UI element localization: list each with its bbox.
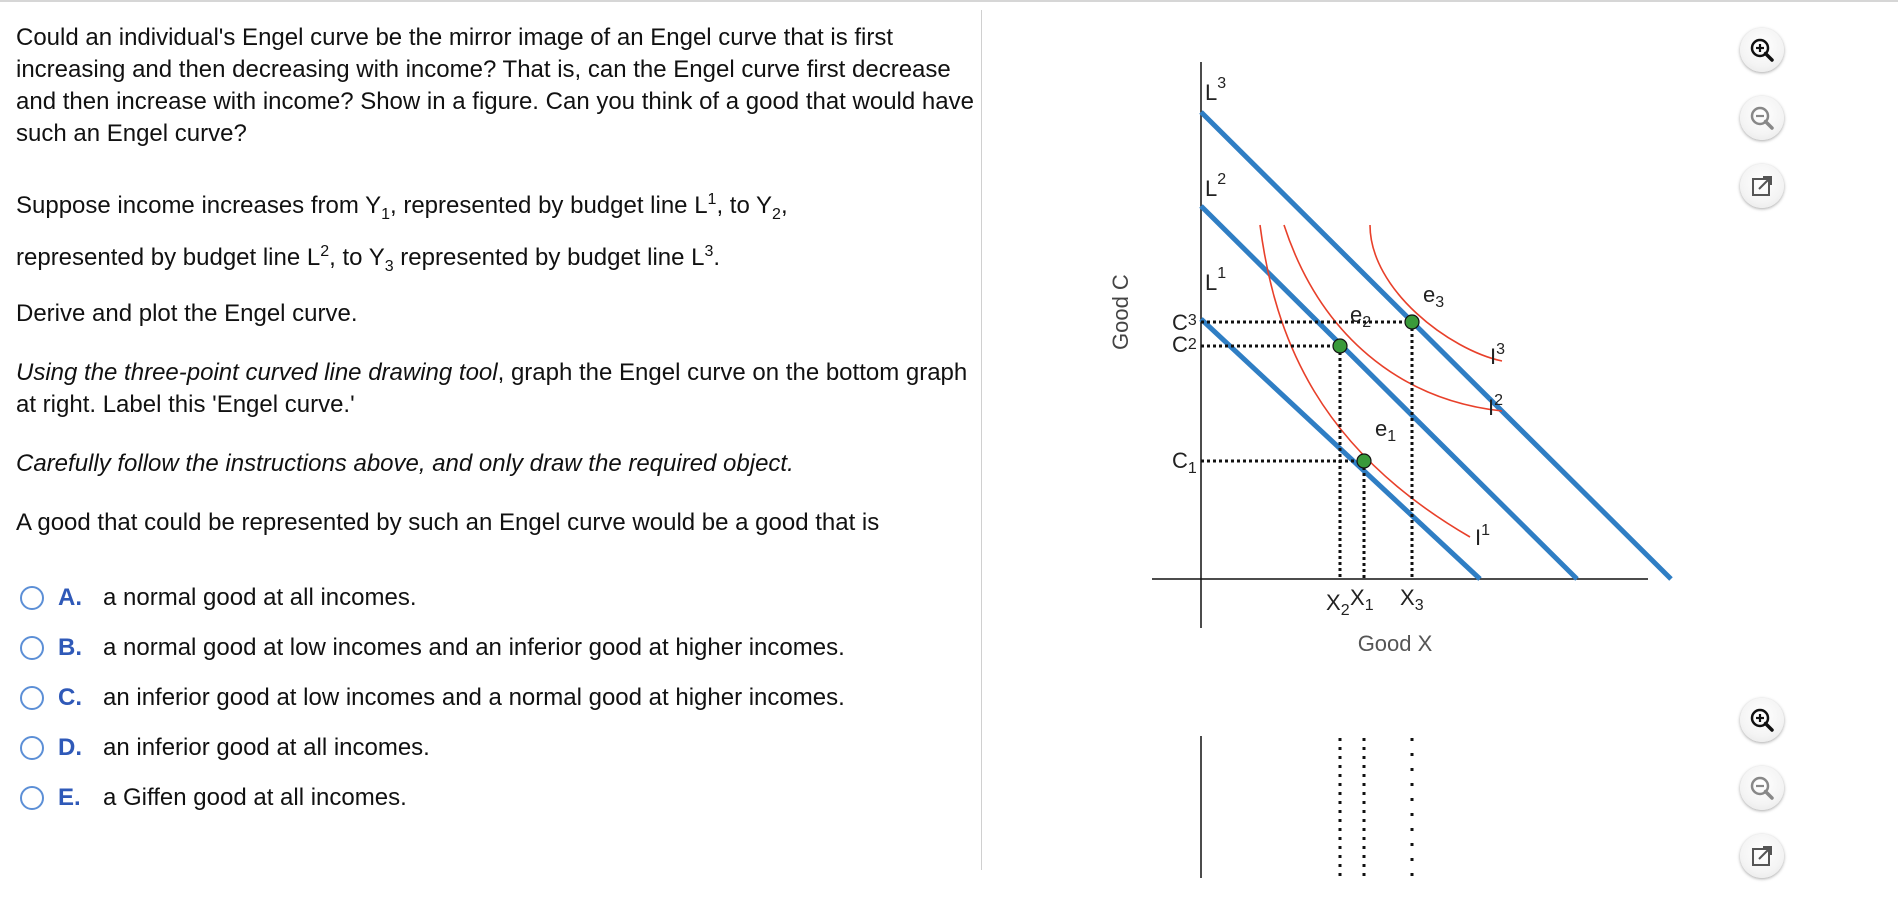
point-e2 xyxy=(1333,339,1347,353)
choice-letter: A. xyxy=(58,584,82,611)
derive-instruction: Derive and plot the Engel curve. xyxy=(16,300,358,327)
popout-icon xyxy=(1749,843,1775,869)
choice-label: an inferior good at low incomes and a normal good at higher incomes. xyxy=(103,684,845,711)
choice-label: a Giffen good at all incomes. xyxy=(103,784,407,811)
radio-button[interactable] xyxy=(20,736,44,760)
choice-letter: B. xyxy=(58,634,82,661)
point-e1 xyxy=(1357,454,1371,468)
top-graph-tools xyxy=(1740,28,1800,232)
choice-a[interactable] xyxy=(16,573,976,623)
point-e3 xyxy=(1405,315,1419,329)
choice-e[interactable] xyxy=(16,773,976,823)
x-label-2: $X_2$ xyxy=(1326,590,1350,619)
e-label-1: $e_1$ xyxy=(1375,416,1397,445)
zoom-out-button[interactable] xyxy=(1740,766,1784,810)
c-label-1: $C_1$ xyxy=(1172,448,1197,477)
e-label-2: $e_2$ xyxy=(1350,302,1372,331)
x-label-3: $X_3$ xyxy=(1400,585,1424,614)
question-text: Could an individual's Engel curve be the mirror image of an Engel curve that is first increasing and then decreasing with income? That is, can the Engel curve first decrease and then increase with income? Show in a figure. Can you think of a good that would have such an Engel curve? xyxy=(16,24,974,147)
question-panel xyxy=(16,22,976,823)
engel-curve-graph[interactable] xyxy=(1100,728,1680,878)
zoom-out-icon xyxy=(1748,104,1776,132)
c-label-3: $C^3$ xyxy=(1172,310,1197,335)
zoom-out-icon xyxy=(1748,774,1776,802)
choice-label: a normal good at all incomes. xyxy=(103,584,417,611)
choice-letter: D. xyxy=(58,734,82,761)
bottom-graph-tools xyxy=(1740,698,1800,902)
x-label-1: $X_1$ xyxy=(1350,585,1374,614)
choice-letter: C. xyxy=(58,684,82,711)
budget-line-l2 xyxy=(1201,206,1577,579)
c-label-2: C2 xyxy=(1172,332,1197,357)
income-scenario: Suppose income increases from $Y_1$, represented by budget line $L^1$, to $Y_2$, represented by budget line $L^2$, to $Y_3$ represented by budget line $L^3$. xyxy=(16,191,788,275)
radio-button[interactable] xyxy=(20,586,44,610)
popout-icon xyxy=(1749,173,1775,199)
zoom-out-button[interactable] xyxy=(1740,96,1784,140)
budget-label-l3: $L^3$ xyxy=(1205,75,1227,105)
zoom-in-button[interactable] xyxy=(1740,28,1784,72)
answer-prompt: A good that could be represented by such an Engel curve would be a good that is xyxy=(16,509,880,536)
choice-label: an inferior good at all incomes. xyxy=(103,734,430,761)
choice-label: a normal good at low incomes and an inferior good at higher incomes. xyxy=(103,634,845,661)
choice-c[interactable] xyxy=(16,673,976,723)
x-axis-label: Good X xyxy=(1357,631,1433,656)
choice-letter: E. xyxy=(58,784,81,811)
drawing-instruction: Using the three-point curved line drawing tool, graph the Engel curve on the bottom graph at right. Label this 'Engel curve.' xyxy=(16,359,968,418)
radio-button[interactable] xyxy=(20,636,44,660)
e-label-3: $e_3$ xyxy=(1423,282,1445,311)
top-border xyxy=(0,0,1898,2)
indifference-curve-i3 xyxy=(1370,225,1502,361)
caution-text: Carefully follow the instructions above, and only draw the required object. xyxy=(16,450,794,477)
zoom-in-icon xyxy=(1748,36,1776,64)
indiff-label-1: $I^1$ xyxy=(1475,522,1491,550)
zoom-in-button[interactable] xyxy=(1740,698,1784,742)
budget-line-l3 xyxy=(1201,112,1671,579)
answer-choices xyxy=(16,573,976,823)
radio-button[interactable] xyxy=(20,686,44,710)
budget-label-l1: $L^1$ xyxy=(1205,265,1227,295)
popout-button[interactable] xyxy=(1740,834,1784,878)
radio-button[interactable] xyxy=(20,786,44,810)
y-axis-label: Good C xyxy=(1108,274,1133,350)
panel-divider xyxy=(981,10,982,870)
indifference-graph[interactable] xyxy=(1100,40,1680,670)
choice-d[interactable] xyxy=(16,723,976,773)
indiff-label-2: $I^2$ xyxy=(1488,392,1504,420)
choice-b[interactable] xyxy=(16,623,976,673)
zoom-in-icon xyxy=(1748,706,1776,734)
indiff-label-3: $I^3$ xyxy=(1490,341,1506,369)
budget-label-l2: $L^2$ xyxy=(1205,171,1227,201)
popout-button[interactable] xyxy=(1740,164,1784,208)
